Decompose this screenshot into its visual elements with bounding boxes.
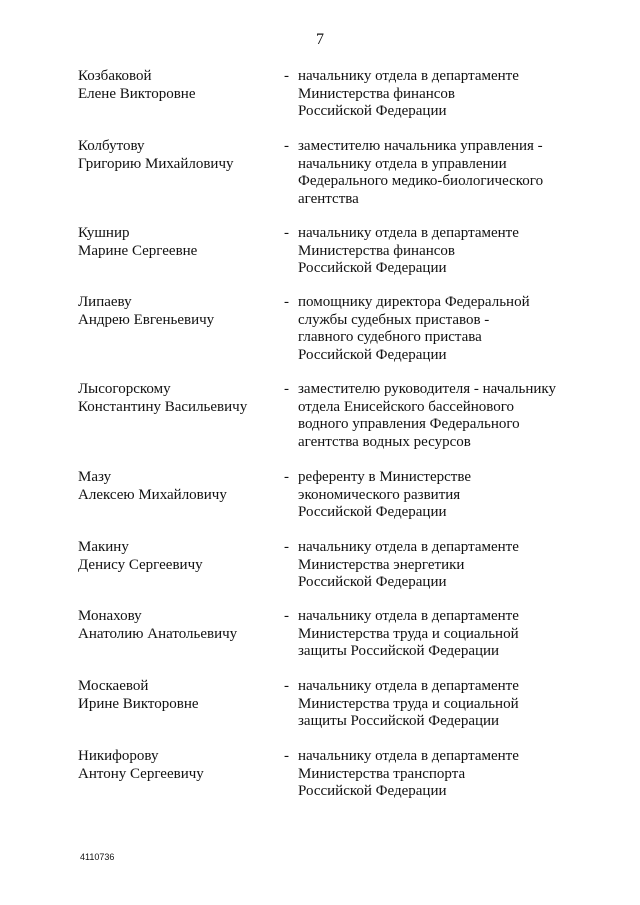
page-number: 7	[316, 31, 324, 48]
dash: -	[284, 381, 289, 397]
person-name	[78, 225, 273, 260]
person-name	[78, 68, 273, 103]
surname: Москаевой	[78, 678, 149, 694]
given-names: Елене Викторовне	[78, 85, 196, 102]
position-line: агентства	[298, 190, 359, 207]
given-names: Алексею Михайловичу	[78, 486, 227, 503]
position-title	[298, 539, 573, 592]
position-line: помощнику директора Федеральной	[298, 294, 530, 310]
position-line: водного управления Федерального	[298, 416, 520, 432]
position-line: начальнику отдела в департаменте	[298, 608, 519, 624]
person-name	[78, 469, 273, 504]
position-title	[298, 225, 573, 278]
position-line: начальнику отдела в управлении	[298, 155, 507, 172]
position-line: начальнику отдела в департаменте	[298, 225, 519, 241]
surname: Липаеву	[78, 294, 132, 310]
position-title	[298, 294, 573, 364]
position-line: Российской Федерации	[298, 103, 447, 119]
position-title	[298, 608, 573, 661]
position-line: Российской Федерации	[298, 346, 447, 363]
surname: Лысогорскому	[78, 381, 171, 397]
position-line: Министерства энергетики	[298, 556, 465, 573]
position-line: Министерства труда и социальной	[298, 695, 519, 712]
position-line: Министерства труда и социальной	[298, 625, 519, 642]
person-name	[78, 381, 273, 416]
given-names: Григорию Михайловичу	[78, 155, 234, 172]
dash: -	[284, 225, 289, 241]
dash: -	[284, 678, 289, 694]
position-title	[298, 469, 573, 522]
position-title	[298, 381, 573, 451]
position-line: Министерства финансов	[298, 242, 455, 259]
document-code: 4110736	[80, 852, 115, 862]
position-line: Российской Федерации	[298, 504, 447, 520]
dash: -	[284, 539, 289, 555]
person-name	[78, 748, 273, 783]
dash: -	[284, 138, 289, 154]
position-line: Российской Федерации	[298, 260, 447, 276]
position-title	[298, 68, 573, 121]
position-line: отдела Енисейского бассейнового	[298, 398, 515, 415]
position-title	[298, 138, 573, 208]
position-line: защиты Российской Федерации	[298, 713, 500, 729]
position-line: агентства водных ресурсов	[298, 433, 471, 450]
surname: Кушнир	[78, 225, 130, 241]
position-title	[298, 748, 573, 801]
given-names: Константину Васильевичу	[78, 398, 248, 415]
position-line: Министерства финансов	[298, 85, 455, 102]
given-names: Денису Сергеевичу	[78, 556, 203, 573]
person-name	[78, 678, 273, 713]
given-names: Ирине Викторовне	[78, 695, 199, 712]
position-title	[298, 678, 573, 731]
given-names: Андрею Евгеньевичу	[78, 311, 215, 328]
surname: Козбаковой	[78, 68, 152, 84]
person-name	[78, 608, 273, 643]
position-line: главного судебного пристава	[298, 329, 482, 345]
surname: Никифорову	[78, 748, 159, 764]
position-line: заместителю начальника управления -	[298, 138, 543, 154]
position-line: защиты Российской Федерации	[298, 643, 500, 659]
person-name	[78, 539, 273, 574]
surname: Мазу	[78, 469, 112, 485]
position-line: Министерства транспорта	[298, 765, 466, 782]
surname: Макину	[78, 539, 129, 555]
position-line: начальнику отдела в департаменте	[298, 539, 519, 555]
position-line: Российской Федерации	[298, 783, 447, 799]
position-line: экономического развития	[298, 486, 461, 503]
surname: Монахову	[78, 608, 142, 624]
given-names: Марине Сергеевне	[78, 242, 198, 259]
position-line: начальнику отдела в департаменте	[298, 678, 519, 694]
position-line: Федерального медико-биологического	[298, 173, 544, 189]
dash: -	[284, 294, 289, 310]
person-name	[78, 138, 273, 173]
dash: -	[284, 68, 289, 84]
position-line: Российской Федерации	[298, 574, 447, 590]
position-line: референту в Министерстве	[298, 469, 471, 485]
given-names: Антону Сергеевичу	[78, 765, 204, 782]
surname: Колбутову	[78, 138, 145, 154]
dash: -	[284, 748, 289, 764]
dash: -	[284, 469, 289, 485]
position-line: начальнику отдела в департаменте	[298, 748, 519, 764]
position-line: заместителю руководителя - начальнику	[298, 381, 557, 397]
given-names: Анатолию Анатольевичу	[78, 625, 238, 642]
position-line: службы судебных приставов -	[298, 311, 490, 328]
person-name	[78, 294, 273, 329]
position-line: начальнику отдела в департаменте	[298, 68, 519, 84]
dash: -	[284, 608, 289, 624]
